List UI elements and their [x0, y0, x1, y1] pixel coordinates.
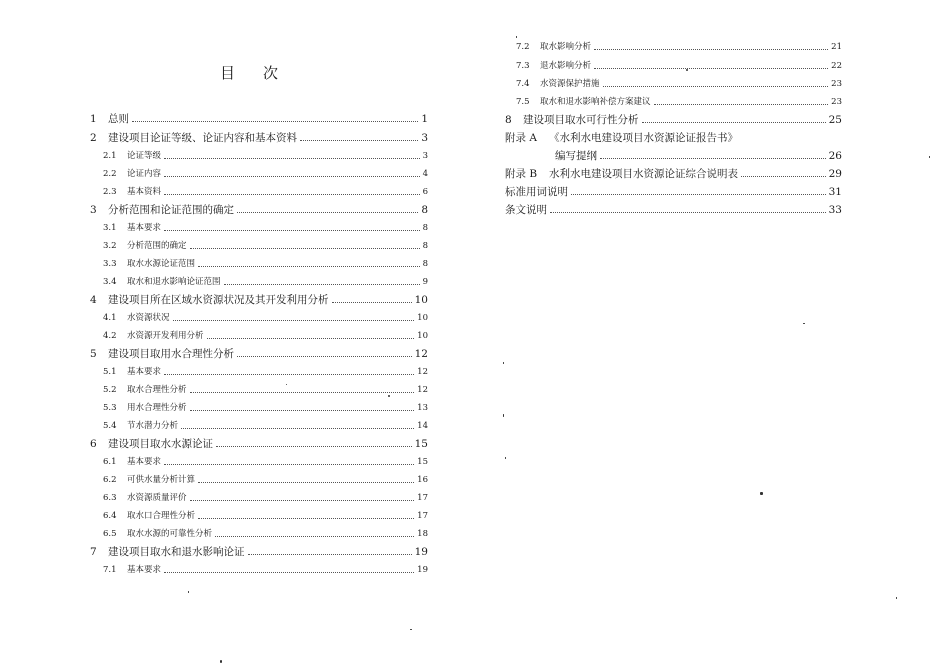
toc-entry-number: 5 — [90, 348, 97, 360]
scan-speck — [388, 395, 390, 397]
toc-entry-label: 用水合理性分析 — [127, 403, 187, 413]
toc-entry-page: 29 — [828, 168, 842, 180]
toc-entry-label: 可供水量分析计算 — [127, 475, 196, 485]
toc-entry — [103, 401, 428, 415]
toc-entry-label: 基本要求 — [127, 457, 162, 467]
leader-dots — [550, 212, 826, 213]
toc-entry-label: 建设项目取水和退水影响论证 — [108, 546, 245, 558]
toc-entry-number: 6.5 — [103, 529, 117, 539]
toc-entry-page: 31 — [828, 186, 842, 198]
toc-entry-page: 3 — [421, 132, 428, 144]
toc-entry — [90, 347, 428, 361]
scan-speck — [686, 69, 688, 71]
toc-title — [0, 62, 500, 83]
toc-entry-page: 10 — [417, 313, 428, 323]
scan-speck — [410, 629, 412, 630]
toc-entry-label: 基本资料 — [127, 187, 162, 197]
toc-entry-page: 1 — [421, 113, 428, 125]
toc-entry-label: 总则 — [108, 113, 129, 125]
toc-entry — [90, 131, 428, 145]
leader-dots — [571, 194, 826, 195]
toc-entry-page: 23 — [831, 79, 842, 89]
toc-entry-label: 建设项目取水可行性分析 — [523, 114, 639, 126]
toc-entry — [103, 257, 428, 271]
title-char-1: 目 — [219, 64, 237, 82]
toc-entry-number: 4.1 — [103, 313, 117, 323]
leader-dots — [190, 410, 415, 411]
leader-dots — [164, 158, 420, 159]
scan-speck — [188, 591, 189, 593]
toc-entry-number: 7.5 — [516, 97, 530, 107]
leader-dots — [164, 230, 420, 231]
toc-entry — [103, 473, 428, 487]
toc-entry — [103, 527, 428, 541]
toc-entry — [505, 167, 842, 181]
leader-dots — [248, 554, 412, 555]
toc-entry-number: 5.1 — [103, 367, 117, 377]
toc-entry-page: 12 — [414, 348, 428, 360]
toc-entry-page: 15 — [414, 438, 428, 450]
toc-entry-label: 取水水源的可靠性分析 — [127, 529, 213, 539]
toc-entry-label: 建设项目取水水源论证 — [108, 438, 213, 450]
scan-speck — [516, 36, 517, 38]
toc-entry-number: 2.1 — [103, 151, 117, 161]
title-char-2: 次 — [263, 64, 281, 82]
toc-entry-label: 论证内容 — [127, 169, 162, 179]
toc-entry-label: 《水利水电建设项目水资源论证报告书》 — [549, 132, 738, 144]
toc-entry-label: 水资源保护措施 — [540, 79, 600, 89]
toc-entry-number: 7 — [90, 546, 97, 558]
toc-entry-page: 3 — [422, 151, 428, 161]
toc-entry-label: 基本要求 — [127, 223, 162, 233]
toc-entry-label: 标准用词说明 — [505, 186, 568, 198]
toc-entry-number: 3.3 — [103, 259, 117, 269]
toc-entry-number: 2.3 — [103, 187, 117, 197]
leader-dots — [173, 320, 415, 321]
scan-speck — [503, 414, 504, 417]
toc-entry-label: 水资源质量评价 — [127, 493, 187, 503]
leader-dots — [198, 482, 414, 483]
toc-entry-label: 基本要求 — [127, 367, 162, 377]
leader-dots — [207, 338, 415, 339]
toc-entry-number: 5.4 — [103, 421, 117, 431]
toc-entry-label: 水资源开发利用分析 — [127, 331, 204, 341]
toc-entry — [516, 77, 842, 91]
toc-entry — [505, 131, 842, 145]
toc-entry-page: 15 — [417, 457, 428, 467]
toc-entry-label: 取水水源论证范围 — [127, 259, 196, 269]
toc-entry — [103, 239, 428, 253]
toc-entry — [90, 203, 428, 217]
leader-dots — [198, 266, 420, 267]
leader-dots — [164, 572, 414, 573]
toc-entry-page: 10 — [417, 331, 428, 341]
scan-speck — [896, 597, 897, 599]
toc-entry — [516, 59, 842, 73]
toc-entry — [505, 185, 842, 199]
toc-entry-number: 附录 B — [505, 168, 538, 180]
leader-dots — [190, 248, 420, 249]
toc-entry — [103, 455, 428, 469]
toc-entry-label: 取水影响分析 — [540, 42, 592, 52]
toc-entry-number: 3 — [90, 204, 97, 216]
toc-entry-page: 16 — [417, 475, 428, 485]
toc-entry-number: 2 — [90, 132, 97, 144]
toc-entry — [516, 95, 842, 109]
toc-entry-number: 6.1 — [103, 457, 117, 467]
scan-speck — [929, 156, 930, 158]
toc-entry — [505, 203, 842, 217]
leader-dots — [181, 428, 414, 429]
toc-entry-label: 建设项目所在区域水资源状况及其开发利用分析 — [108, 294, 329, 306]
leader-dots — [164, 374, 414, 375]
toc-entry — [90, 437, 428, 451]
toc-entry-label: 建设项目取用水合理性分析 — [108, 348, 234, 360]
toc-entry-page: 21 — [831, 42, 842, 52]
scan-speck — [220, 660, 222, 663]
toc-entry-page: 8 — [422, 241, 428, 251]
leader-dots — [164, 176, 420, 177]
leader-dots — [190, 500, 415, 501]
toc-entry-page: 4 — [422, 169, 428, 179]
toc-entry — [516, 40, 842, 54]
toc-entry-label: 取水和退水影响论证范围 — [127, 277, 221, 287]
toc-entry-number: 7.2 — [516, 42, 530, 52]
toc-entry-number: 3.2 — [103, 241, 117, 251]
toc-entry — [90, 545, 428, 559]
toc-entry-number: 8 — [505, 114, 512, 126]
toc-entry — [103, 563, 428, 577]
scan-speck — [286, 384, 287, 385]
toc-entry-label: 取水合理性分析 — [127, 385, 187, 395]
toc-entry-page: 8 — [422, 223, 428, 233]
leader-dots — [164, 464, 414, 465]
toc-entry — [103, 167, 428, 181]
toc-entry-number: 附录 A — [505, 132, 537, 144]
toc-entry-page: 18 — [417, 529, 428, 539]
toc-entry-number: 2.2 — [103, 169, 117, 179]
toc-entry-page: 22 — [831, 61, 842, 71]
toc-entry — [103, 149, 428, 163]
scan-speck — [503, 362, 504, 364]
toc-entry-page: 8 — [421, 204, 428, 216]
toc-entry-label: 编写提纲 — [555, 150, 597, 162]
toc-entry-label: 取水和退水影响补偿方案建议 — [540, 97, 651, 107]
leader-dots — [332, 302, 412, 303]
toc-entry-page: 19 — [414, 546, 428, 558]
toc-entry-page: 10 — [414, 294, 428, 306]
toc-entry-number: 6.2 — [103, 475, 117, 485]
leader-dots — [603, 86, 829, 87]
toc-entry-page: 12 — [417, 367, 428, 377]
leader-dots — [237, 356, 412, 357]
leader-dots — [132, 121, 418, 122]
toc-entry — [103, 419, 428, 433]
toc-entry — [103, 509, 428, 523]
leader-dots — [741, 176, 826, 177]
leader-dots — [642, 122, 826, 123]
toc-entry-label: 取水口合理性分析 — [127, 511, 196, 521]
toc-entry-number: 4 — [90, 294, 97, 306]
scan-speck — [760, 492, 763, 495]
toc-entry-page: 17 — [417, 511, 428, 521]
toc-entry — [505, 113, 842, 127]
leader-dots — [190, 392, 415, 393]
toc-entry — [103, 329, 428, 343]
toc-entry-page: 25 — [828, 114, 842, 126]
leader-dots — [237, 212, 418, 213]
toc-entry-number: 1 — [90, 113, 97, 125]
toc-entry-page: 14 — [417, 421, 428, 431]
toc-entry — [103, 275, 428, 289]
leader-dots — [224, 284, 420, 285]
toc-entry — [505, 149, 842, 163]
toc-entry-number: 6.3 — [103, 493, 117, 503]
toc-entry-page: 8 — [422, 259, 428, 269]
toc-entry-number: 5.3 — [103, 403, 117, 413]
toc-entry — [90, 112, 428, 126]
toc-entry-number: 7.4 — [516, 79, 530, 89]
toc-entry-page: 9 — [422, 277, 428, 287]
toc-entry-label: 退水影响分析 — [540, 61, 592, 71]
toc-entry-number: 7.3 — [516, 61, 530, 71]
toc-entry — [103, 383, 428, 397]
toc-entry-number: 7.1 — [103, 565, 117, 575]
toc-entry-label: 建设项目论证等级、论证内容和基本资料 — [108, 132, 297, 144]
toc-entry-label: 水利水电建设项目水资源论证综合说明表 — [549, 168, 738, 180]
toc-entry-page: 12 — [417, 385, 428, 395]
toc-entry-label: 节水潜力分析 — [127, 421, 179, 431]
toc-entry-number: 3.1 — [103, 223, 117, 233]
leader-dots — [164, 194, 420, 195]
toc-entry-label: 分析范围的确定 — [127, 241, 187, 251]
toc-entry-page: 17 — [417, 493, 428, 503]
toc-entry-page: 13 — [417, 403, 428, 413]
toc-entry-number: 3.4 — [103, 277, 117, 287]
toc-entry-label: 基本要求 — [127, 565, 162, 575]
scan-speck — [505, 457, 506, 459]
toc-entry-label: 分析范围和论证范围的确定 — [108, 204, 234, 216]
toc-entry — [90, 293, 428, 307]
leader-dots — [300, 140, 418, 141]
toc-entry-page: 19 — [417, 565, 428, 575]
toc-entry-number: 6 — [90, 438, 97, 450]
leader-dots — [654, 104, 829, 105]
toc-entry-label: 水资源状况 — [127, 313, 170, 323]
toc-entry-label: 论证等级 — [127, 151, 162, 161]
toc-entry — [103, 311, 428, 325]
leader-dots — [594, 49, 828, 50]
toc-entry-number: 6.4 — [103, 511, 117, 521]
toc-entry — [103, 221, 428, 235]
leader-dots — [198, 518, 414, 519]
toc-entry-number: 5.2 — [103, 385, 117, 395]
toc-entry — [103, 365, 428, 379]
toc-entry-number: 4.2 — [103, 331, 117, 341]
toc-entry — [103, 185, 428, 199]
toc-entry-page: 6 — [422, 187, 428, 197]
toc-entry-page: 23 — [831, 97, 842, 107]
leader-dots — [600, 158, 826, 159]
toc-entry-label: 条文说明 — [505, 204, 547, 216]
leader-dots — [216, 446, 412, 447]
toc-entry-page: 33 — [828, 204, 842, 216]
leader-dots — [215, 536, 414, 537]
scan-speck — [803, 323, 805, 324]
right-page — [475, 0, 950, 669]
leader-dots — [594, 68, 828, 69]
toc-entry-page: 26 — [828, 150, 842, 162]
toc-entry — [103, 491, 428, 505]
